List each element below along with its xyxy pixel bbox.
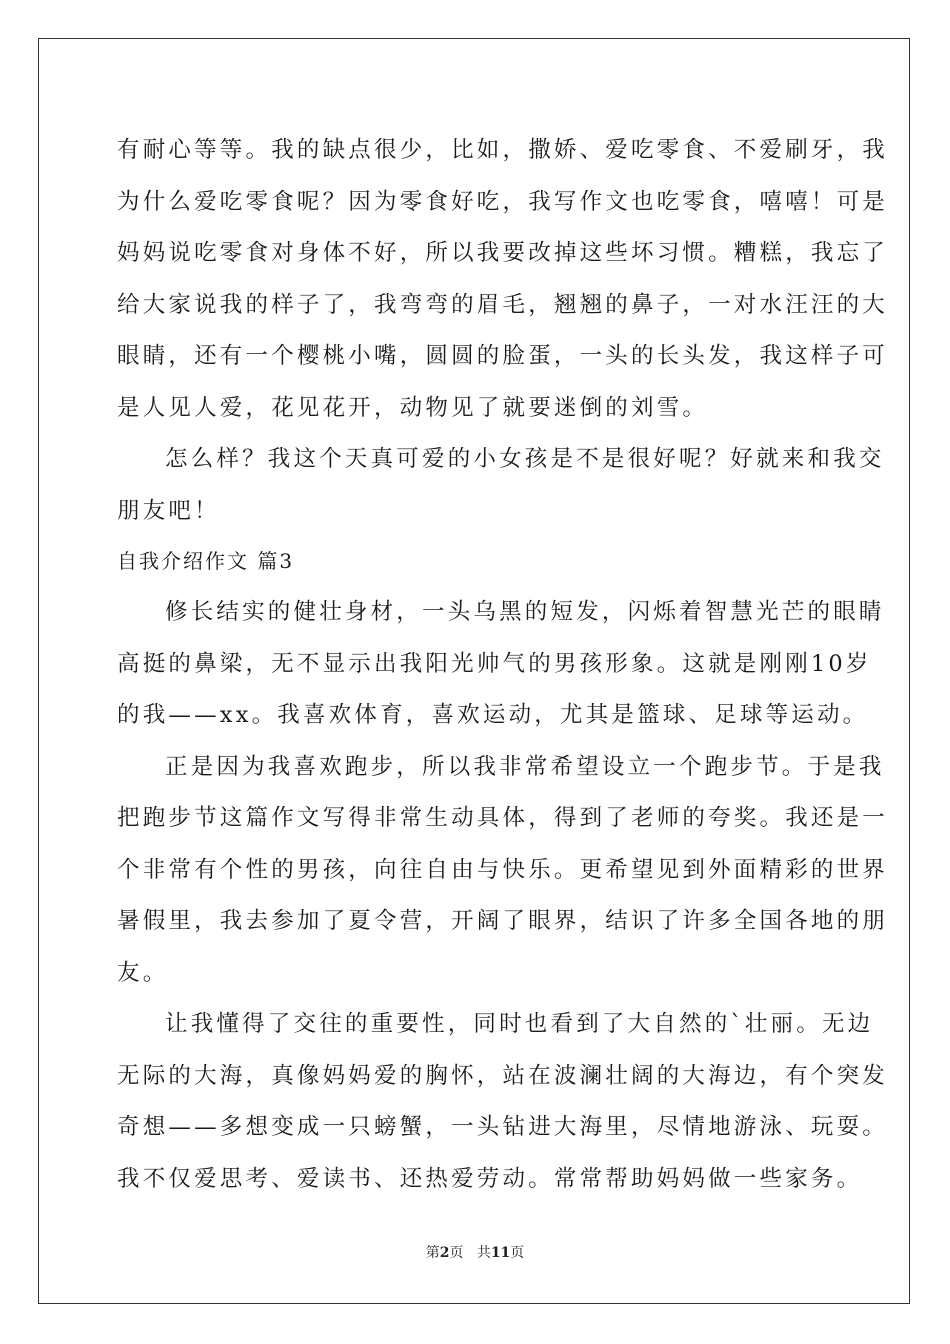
text-line: 我不仅爱思考、爱读书、还热爱劳动。常常帮助妈妈做一些家务。 <box>117 1165 863 1192</box>
text-line: 友。 <box>117 959 169 986</box>
text-line: 妈妈说吃零食对身体不好，所以我要改掉这些坏习惯。糟糕，我忘了 <box>117 240 889 266</box>
footer-page-suffix: 页 <box>449 1245 464 1261</box>
document-body <box>117 128 889 1208</box>
text-line: 为什么爱吃零食呢？因为零食好吃，我写作文也吃零食，嘻嘻！可是 <box>117 188 889 215</box>
footer-total-prefix: 共 <box>476 1245 491 1261</box>
text-line: 把跑步节这篇作文写得非常生动具体，得到了老师的夸奖。我还是一 <box>117 805 889 831</box>
text-line: 无际的大海，真像妈妈爱的胸怀，站在波澜壮阔的大海边，有个突发 <box>117 1062 889 1089</box>
text-line: 暑假里，我去参加了夏令营，开阔了眼界，结识了许多全国各地的朋 <box>117 908 889 934</box>
paragraph-start-line: 修长结实的健壮身材，一头乌黑的短发，闪烁着智慧光芒的眼睛 <box>165 599 885 625</box>
text-line: 给大家说我的样子了，我弯弯的眉毛，翘翘的鼻子，一对水汪汪的大 <box>117 291 889 318</box>
page-footer <box>0 1243 950 1263</box>
text-line: 是人见人爱，花见花开，动物见了就要迷倒的刘雪。 <box>117 394 709 421</box>
text-line: 有耐心等等。我的缺点很少，比如，撒娇、爱吃零食、不爱刷牙，我 <box>117 137 889 163</box>
footer-total-suffix: 页 <box>510 1245 525 1261</box>
text-line: 高挺的鼻梁，无不显示出我阳光帅气的男孩形象。这就是刚刚10岁 <box>117 650 872 677</box>
paragraph-start-line: 怎么样？我这个天真可爱的小女孩是不是很好呢？好就来和我交 <box>165 446 885 472</box>
text-line: 的我——xx。我喜欢体育，喜欢运动，尤其是篮球、足球等运动。 <box>117 702 869 728</box>
text-line: 眼睛，还有一个樱桃小嘴，圆圆的脸蛋，一头的长头发，我这样子可 <box>117 343 889 369</box>
section-heading: 自我介绍作文 篇3 <box>117 549 295 573</box>
text-line: 朋友吧！ <box>117 497 220 524</box>
text-line: 奇想——多想变成一只螃蟹，一头钻进大海里，尽情地游泳、玩耍。 <box>117 1114 889 1140</box>
paragraph-start-line: 让我懂得了交往的重要性，同时也看到了大自然的`壮丽。无边 <box>165 1011 874 1037</box>
total-page-count: 11 <box>490 1245 511 1261</box>
paragraph-start-line: 正是因为我喜欢跑步，所以我非常希望设立一个跑步节。于是我 <box>165 753 885 780</box>
current-page-number: 2 <box>439 1245 450 1261</box>
text-line: 个非常有个性的男孩，向往自由与快乐。更希望见到外面精彩的世界 <box>117 856 889 883</box>
footer-prefix: 第 <box>425 1245 440 1261</box>
